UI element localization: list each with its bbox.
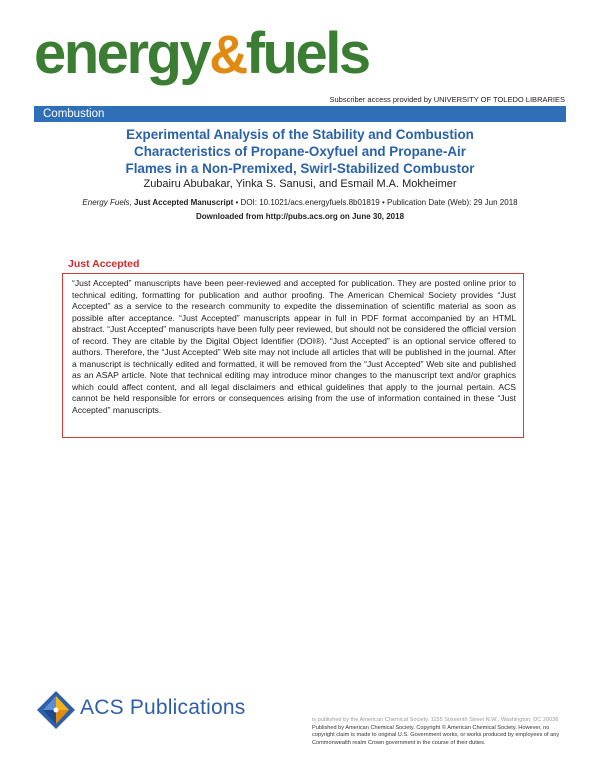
just-accepted-heading: Just Accepted: [68, 258, 140, 270]
title-line-3: Flames in a Non-Premixed, Swirl-Stabilized Combustor: [125, 161, 475, 176]
citation-status: Just Accepted Manuscript: [134, 198, 234, 207]
access-notice: Subscriber access provided by UNIVERSITY OF TOLEDO LIBRARIES: [329, 95, 565, 104]
citation: [20, 198, 580, 207]
authors: Zubairu Abubakar, Yinka S. Sanusi, and Esmail M.A. Mokheimer: [143, 178, 457, 190]
acs-publications-wordmark: ACS Publications: [80, 696, 246, 719]
logo-fuels: fuels: [245, 21, 369, 86]
just-accepted-box: [62, 273, 524, 438]
publisher-footer: [312, 717, 572, 747]
section-label: Combustion: [43, 108, 105, 120]
section-bar: [34, 106, 566, 122]
citation-comma: ,: [129, 198, 132, 207]
logo-ampersand: &: [209, 25, 246, 85]
citation-journal: Energy Fuels: [82, 198, 130, 207]
title-line-1: Experimental Analysis of the Stability and Combustion: [126, 127, 474, 142]
logo-energy: energy: [34, 21, 210, 86]
journal-logo: [34, 22, 369, 87]
citation-doi: • DOI: 10.1021/acs.energyfuels.8b01819 • Publication Date (Web): 29 Jun 2018: [233, 198, 518, 207]
footer-line-2: Published by American Chemical Society. Copyright © American Chemical Society. However, no copyright claim is made to original U.S. Government works, or works produced by employees of any Commonwealth realm Crown government in the course of their duties.: [312, 724, 560, 746]
footer-line-1: is published by the American Chemical Society. 1155 Sixteenth Street N.W., Washington, DC 20036: [312, 717, 559, 723]
title-line-2: Characteristics of Propane-Oxyfuel and Propane-Air: [134, 144, 466, 159]
downloaded-notice: Downloaded from http://pubs.acs.org on June 30, 2018: [195, 212, 405, 221]
article-title: [60, 126, 540, 177]
just-accepted-body: “Just Accepted” manuscripts have been peer-reviewed and accepted for publication. They are posted online prior to technical editing, formatting for publication and author proofing. The American Chemical Society provides “Just Accepted” as a service to the research community to expedite the dissemination of scientific material as soon as possible after acceptance. “Just Accepted” manuscripts appear in full in PDF format accompanied by an HTML abstract. “Just Accepted” manuscripts have been fully peer reviewed, but should not be considered the official version of record. They are citable by the Digital Object Identifier (DOI®). “Just Accepted” is an optional service offered to authors. Therefore, the “Just Accepted” Web site may not include all articles that will be published in the journal. After a manuscript is technically edited and formatted, it will be removed from the “Just Accepted” Web site and published as an ASAP article. Note that technical editing may introduce minor changes to the manuscript text and/or graphics which could affect content, and all legal disclaimers and ethical guidelines that apply to the journal pertain. ACS cannot be held responsible for errors or consequences arising from the use of information contained in these “Just Accepted” manuscripts.: [72, 278, 516, 415]
acs-diamond-icon: [36, 690, 76, 730]
